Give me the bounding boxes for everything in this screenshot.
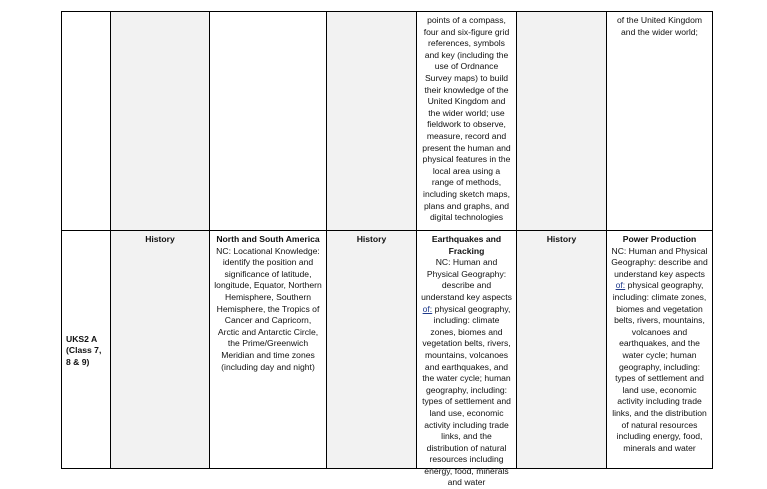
topic2-text-underlined: of: (422, 303, 433, 314)
topic1-title: North and South America (216, 234, 320, 244)
topic3-text-underlined: of: (615, 280, 626, 291)
topic1-text: NC: Locational Knowledge: identify the position and significance of latitude, longitude, Equator, Northern Hemisphere, Southern Hemisphere, the Tropics of Cancer and Capricorn, Arctic and Antarctic Circle, the Prime/Greenwich Meridian and time zones (including day and night) (214, 245, 322, 372)
row1-topic2-cell (417, 12, 517, 231)
subject3-label: History (546, 234, 577, 244)
row2-topic2-cell (417, 231, 517, 488)
row2-topic3-cell (607, 231, 712, 468)
topic2-title: Earthquakes and Fracking (431, 234, 502, 256)
class-label: UKS2 A (Class 7, 8 & 9) (66, 333, 102, 367)
topic3-text-post: physical geography, including: climate zones, biomes and vegetation belts, rivers, mountains, volcanoes and earthquakes, and the water cycle; human geography, including: types of settlement and land use, economic activity including trade links, and the distribution of natural resources including energy, food, minerals and water (612, 280, 707, 453)
row2-class-cell (62, 231, 111, 468)
row1-class-cell (62, 12, 111, 231)
row2-subject1-cell (111, 231, 210, 468)
row2-subject3-cell (517, 231, 607, 468)
subject1-label: History (145, 234, 175, 244)
topic2-text-pre: NC: Human and Physical Geography: describe and understand key aspects (421, 257, 512, 302)
row1-topic1-cell (210, 12, 327, 231)
subject2-label: History (356, 234, 387, 244)
topic3-title: Power Production (622, 234, 697, 244)
row2-topic1-cell (210, 231, 327, 468)
topic2-text (421, 257, 512, 489)
row1-topic3-text: of the United Kingdom and the wider world; (616, 15, 703, 37)
curriculum-table (61, 11, 713, 488)
row2-subject2-cell (327, 231, 417, 468)
row1-subject3-cell (517, 12, 607, 231)
row1-subject1-cell (111, 12, 210, 231)
topic2-text-post: physical geography, including: climate zones, biomes and vegetation belts, rivers, mountains, volcanoes and earthquakes, and the water cycle; human geography, including: types of settlement and land use, economic activity including trade links, and the distribution of natural resources including energy, food, minerals and water (422, 303, 511, 488)
topic3-text (611, 246, 708, 455)
row1-topic2-text: points of a compass, four and six-figure grid references, symbols and key (including the use of Ordnance Survey maps) to build their knowledge of the United Kingdom and the wider world; use fieldwork to observe, measure, record and present the human and physical features in the local area using a range of methods, including sketch maps, plans and graphs, and digital technologies (422, 15, 511, 223)
row1-topic3-cell (607, 12, 712, 231)
topic3-text-pre: NC: Human and Physical Geography: describe and understand key aspects (611, 245, 708, 279)
row1-subject2-cell (327, 12, 417, 231)
